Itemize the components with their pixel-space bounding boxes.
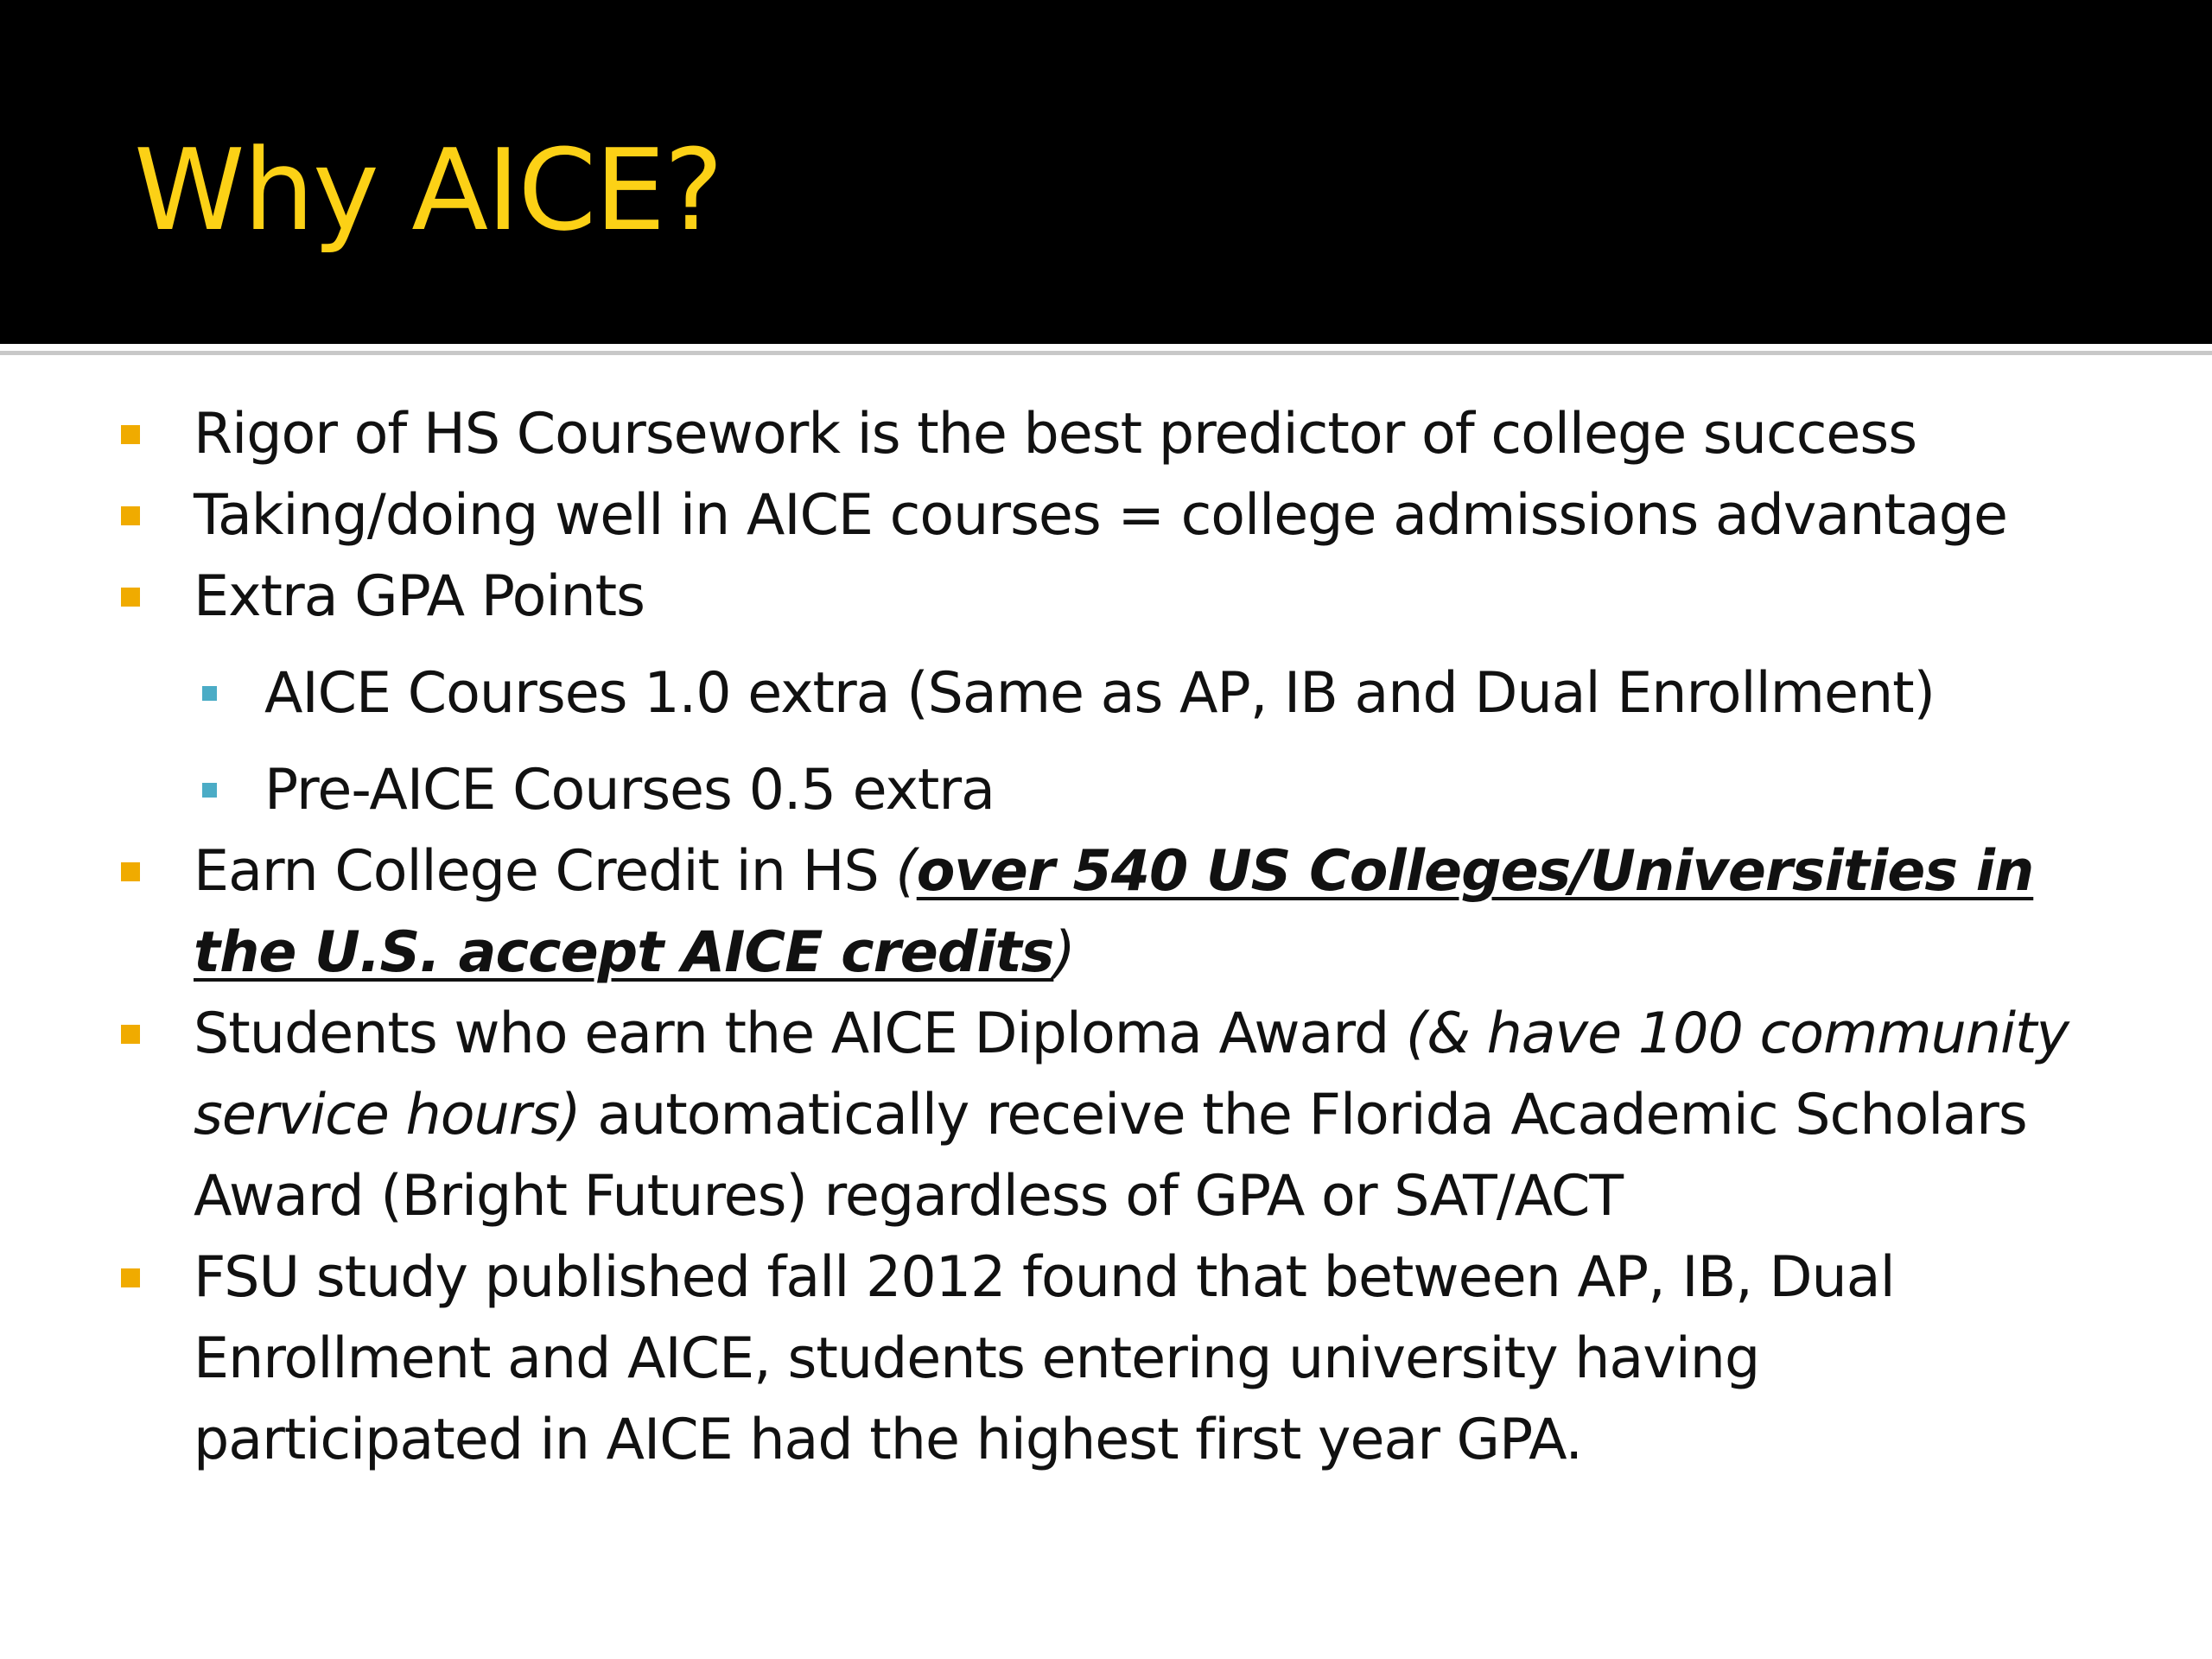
bullet-text: Students who earn the AICE Diploma Award [194, 1001, 1406, 1066]
square-bullet-icon [121, 425, 140, 444]
sub-bullet-text: Pre-AICE Courses 0.5 extra [264, 758, 995, 823]
bullet-text: Rigor of HS Coursework is the best predictor of college success [194, 402, 1917, 467]
community-service-note: (& have 100 community service hours) [194, 1001, 2069, 1147]
bullet-item-rigor [194, 394, 2164, 475]
paren-open: ( [895, 839, 917, 904]
bullet-text: Earn College Credit in HS [194, 839, 896, 904]
square-sub-bullet-icon [202, 686, 217, 701]
bullet-text: Taking/doing well in AICE courses = college admissions advantage [194, 483, 2007, 548]
bullet-text: FSU study published fall 2012 found that between AP, IB, Dual Enrollment and AICE, students entering university having participated in AICE had the highest first year GPA. [194, 1245, 1895, 1472]
credit-acceptance-emphasis: over 540 US Colleges/Universities in the U.S. accept AICE credits [194, 839, 2034, 985]
bullet-item-gpa [194, 556, 2164, 638]
sub-bullet-item-aice-courses [264, 653, 2165, 734]
square-bullet-icon [121, 1025, 140, 1044]
sub-bullet-text: AICE Courses 1.0 extra (Same as AP, IB and Dual Enrollment) [264, 661, 1935, 726]
bullet-item-fsu-study [194, 1237, 1991, 1481]
square-bullet-icon [121, 862, 140, 881]
square-bullet-icon [121, 506, 140, 525]
square-sub-bullet-icon [202, 783, 217, 798]
square-bullet-icon [121, 588, 140, 607]
bullet-item-diploma-award [194, 994, 2077, 1237]
bullet-text: Extra GPA Points [194, 564, 645, 629]
bullet-item-admissions [194, 475, 2164, 556]
title-bar [0, 0, 2212, 344]
paren-close: ) [1053, 920, 1075, 985]
bullet-text-continued: automatically receive the Florida Academic Scholars Award (Bright Futures) regardless of GPA or SAT/ACT [194, 1083, 2027, 1229]
title-divider [0, 351, 2212, 355]
square-bullet-icon [121, 1268, 140, 1287]
slide-title: Why AICE? [134, 124, 722, 256]
sub-bullet-item-pre-aice [264, 750, 2165, 831]
bullet-item-college-credit [194, 831, 2094, 994]
